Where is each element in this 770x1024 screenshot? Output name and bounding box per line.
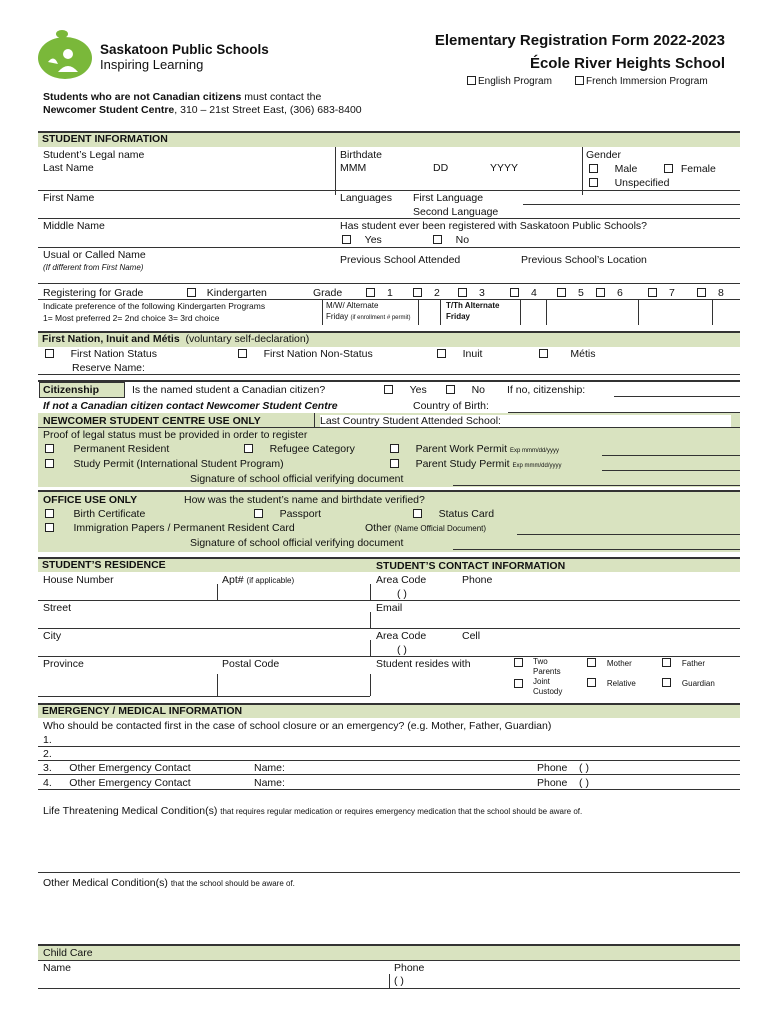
tth-friday: Friday: [446, 312, 471, 321]
office-use-heading: OFFICE USE ONLY: [43, 494, 138, 506]
first-nation-heading: First Nation, Inuit and Métis (voluntary self-declaration): [38, 331, 740, 347]
resides-guardian[interactable]: Guardian: [662, 678, 715, 688]
two-parents-checkbox[interactable]: [514, 658, 523, 667]
first-name-label: First Name: [43, 192, 95, 204]
resides-relative[interactable]: Relative: [587, 678, 636, 688]
grade-4-label: 4: [531, 287, 537, 299]
citizen-no-checkbox[interactable]: [446, 385, 455, 394]
tth-alternate: T/Th Alternate: [446, 301, 500, 310]
office-signature: Signature of school official verifying document: [190, 537, 404, 549]
refugee-checkbox[interactable]: [244, 444, 253, 453]
cell-parens: ( ): [397, 644, 407, 656]
city-label: City: [43, 630, 62, 642]
birthdate-dd: DD: [433, 162, 449, 174]
resides-two-parents[interactable]: [514, 658, 525, 668]
last-name-label: Last Name: [43, 162, 94, 174]
area-code-2-label: Area Code: [376, 630, 427, 642]
grade-3-option[interactable]: [458, 287, 485, 299]
kg-scale: 1= Most preferred 2= 2nd choice 3= 3rd choice: [43, 313, 220, 323]
contact-heading: STUDENT’S CONTACT INFORMATION: [376, 560, 566, 572]
last-country-label: Last Country Student Attended School:: [320, 415, 731, 427]
grade-5-label: 5: [578, 287, 584, 299]
newcomer-warning: If not a Canadian citizen contact Newcomer Student Centre: [43, 400, 338, 412]
study-permit[interactable]: Study Permit (International Student Program): [45, 458, 284, 470]
resides-with-label: Student resides with: [376, 658, 471, 670]
emergency-3-name: Name:: [254, 762, 285, 774]
emergency-4: 4. Other Emergency Contact: [43, 777, 191, 789]
postal-code-label: Postal Code: [222, 658, 280, 670]
street-label: Street: [43, 602, 72, 614]
status-card[interactable]: Status Card: [413, 508, 494, 520]
grade-2-label: 2: [434, 287, 440, 299]
citizenship-label: Citizenship: [43, 384, 100, 396]
program-english[interactable]: English Program: [467, 76, 552, 87]
refugee-category[interactable]: Refugee Category: [244, 443, 355, 455]
phone-parens: ( ): [397, 588, 407, 600]
gender-male[interactable]: Male: [589, 163, 637, 175]
email-label: Email: [376, 602, 403, 614]
child-care-heading: Child Care: [43, 947, 93, 959]
grade-1-label: 1: [387, 287, 393, 299]
student-info-heading: STUDENT INFORMATION: [38, 131, 740, 147]
gender-label: Gender: [586, 149, 622, 161]
previous-school-label: Previous School Attended: [340, 254, 461, 266]
two-parents-label: Two Parents: [533, 657, 561, 676]
emergency-3: 3. Other Emergency Contact: [43, 762, 191, 774]
joint-custody-label: Joint Custody: [533, 677, 563, 696]
fn-status-checkbox[interactable]: [45, 349, 54, 358]
permanent-resident[interactable]: Permanent Resident: [45, 443, 169, 455]
parent-study-permit[interactable]: Parent Study Permit Exp mmm/dd/yyyy: [390, 458, 562, 470]
kindergarten-option[interactable]: Kindergarten: [187, 287, 267, 299]
school-name: École River Heights School: [529, 55, 725, 72]
emergency-question: Who should be contacted first in the case of school closure or an emergency? (e.g. Mother, Father, Guardian): [43, 720, 552, 732]
legal-name-label: Student’s Legal name: [43, 149, 145, 161]
grade-3-label: 3: [479, 287, 485, 299]
kg-preference: Indicate preference of the following Kindergarten Programs: [43, 301, 266, 311]
study-permit-checkbox[interactable]: [45, 459, 54, 468]
emergency-1: 1.: [43, 734, 52, 746]
emergency-4-phone: Phone ( ): [537, 777, 589, 789]
emergency-4-name: Name:: [254, 777, 285, 789]
male-checkbox[interactable]: [589, 164, 598, 173]
usual-name-label: Usual or Called Name: [43, 249, 146, 261]
citizen-no[interactable]: No: [446, 384, 485, 396]
grade-2-option[interactable]: [413, 287, 440, 299]
registered-yes[interactable]: Yes: [342, 234, 382, 246]
passport-checkbox[interactable]: [254, 509, 263, 518]
org-tagline: Inspiring Learning: [100, 57, 204, 72]
org-name: Saskatoon Public Schools: [100, 42, 269, 57]
metis-checkbox[interactable]: [539, 349, 548, 358]
second-language-label: Second Language: [413, 206, 499, 218]
birthdate-yyyy: YYYY: [490, 162, 519, 174]
resides-joint[interactable]: [514, 679, 525, 689]
registered-no[interactable]: No: [433, 234, 469, 246]
other-medical-label: Other Medical Condition(s) that the school should be aware of.: [43, 877, 295, 889]
grade-7-label: 7: [669, 287, 675, 299]
grade-1-checkbox[interactable]: [366, 288, 375, 297]
emergency-heading: EMERGENCY / MEDICAL INFORMATION: [38, 703, 740, 718]
logo: [34, 28, 98, 80]
registered-question: Has student ever been registered with Saskatoon Public Schools?: [340, 220, 648, 232]
grade-4-checkbox[interactable]: [510, 288, 519, 297]
province-label: Province: [43, 658, 84, 670]
resides-mother[interactable]: Mother: [587, 658, 632, 668]
fn-status[interactable]: First Nation Status: [45, 348, 157, 360]
proof-legal-status: Proof of legal status must be provided in order to register: [43, 429, 308, 441]
newcomer-use-only: NEWCOMER STUDENT CENTRE USE ONLY: [43, 415, 261, 427]
grade-6-checkbox[interactable]: [596, 288, 605, 297]
grade-1-option[interactable]: [366, 287, 393, 299]
emergency-2: 2.: [43, 748, 52, 760]
father-checkbox[interactable]: [662, 658, 671, 667]
grade-8-label: 8: [718, 287, 724, 299]
relative-checkbox[interactable]: [587, 678, 596, 687]
birthdate-mmm: MMM: [340, 162, 367, 174]
languages-label: Languages: [340, 192, 392, 204]
apple-logo-icon: [34, 28, 98, 80]
grade-7-checkbox[interactable]: [648, 288, 657, 297]
parent-study-checkbox[interactable]: [390, 459, 399, 468]
phone-label: Phone: [462, 574, 493, 586]
permanent-resident-checkbox[interactable]: [45, 444, 54, 453]
citizen-yes-checkbox[interactable]: [384, 385, 393, 394]
english-checkbox[interactable]: [467, 76, 476, 85]
apt-label: Apt# (if applicable): [222, 574, 295, 586]
verification-question: How was the student’s name and birthdate verified?: [184, 494, 425, 506]
cell-label: Cell: [462, 630, 481, 642]
area-code-label: Area Code: [376, 574, 427, 586]
mw-friday: Friday (if enrollment # permit): [326, 312, 411, 321]
passport[interactable]: Passport: [254, 508, 321, 520]
inuit-checkbox[interactable]: [437, 349, 446, 358]
grade-2-checkbox[interactable]: [413, 288, 422, 297]
previous-location-label: Previous School’s Location: [521, 254, 647, 266]
parent-work-permit[interactable]: Parent Work Permit Exp mmm/dd/yyyy: [390, 443, 559, 455]
newcomer-signature: Signature of school official verifying document: [190, 473, 404, 485]
birth-certificate[interactable]: Birth Certificate: [45, 508, 145, 520]
registered-no-checkbox[interactable]: [433, 235, 442, 244]
inuit[interactable]: Inuit: [437, 348, 482, 360]
fn-non-status[interactable]: First Nation Non-Status: [238, 348, 373, 360]
program-french[interactable]: French Immersion Program: [575, 76, 708, 87]
grade-7-option[interactable]: [648, 287, 675, 299]
grade-8-checkbox[interactable]: [697, 288, 706, 297]
birth-certificate-checkbox[interactable]: [45, 509, 54, 518]
newcomer-notice: Students who are not Canadian citizens must contact the: [43, 91, 322, 103]
guardian-checkbox[interactable]: [662, 678, 671, 687]
grade-6-option[interactable]: [596, 287, 623, 299]
grade-4-option[interactable]: [510, 287, 537, 299]
resides-father[interactable]: Father: [662, 658, 705, 668]
unspecified-checkbox[interactable]: [589, 178, 598, 187]
if-no-citizenship: If no, citizenship:: [507, 384, 586, 396]
grade-5-checkbox[interactable]: [557, 288, 566, 297]
immigration-checkbox[interactable]: [45, 523, 54, 532]
mother-checkbox[interactable]: [587, 658, 596, 667]
country-birth-label: Country of Birth:: [413, 400, 489, 412]
joint-custody-checkbox[interactable]: [514, 679, 523, 688]
french-checkbox[interactable]: [575, 76, 584, 85]
other-document: Other (Name Official Document): [365, 522, 487, 534]
gender-unspecified[interactable]: Unspecified: [589, 177, 669, 189]
status-card-checkbox[interactable]: [413, 509, 422, 518]
fn-non-status-checkbox[interactable]: [238, 349, 247, 358]
usual-name-note: (If different from First Name): [43, 263, 144, 272]
first-language-label: First Language: [413, 192, 484, 204]
form-title: Elementary Registration Form 2022-2023: [434, 32, 725, 49]
birthdate-label: Birthdate: [340, 149, 383, 161]
residence-heading: STUDENT’S RESIDENCE: [38, 557, 740, 572]
grade-8-option[interactable]: [697, 287, 724, 299]
mw-alternate: M/W/ Alternate: [326, 301, 379, 310]
grade-3-checkbox[interactable]: [458, 288, 467, 297]
child-care-phone-label: Phone: [394, 962, 425, 974]
child-care-parens: ( ): [394, 975, 404, 987]
citizen-question: Is the named student a Canadian citizen?: [132, 384, 326, 396]
grade-6-label: 6: [617, 287, 623, 299]
grade-label: Grade: [313, 287, 343, 299]
middle-name-label: Middle Name: [43, 220, 105, 232]
female-checkbox[interactable]: [664, 164, 673, 173]
newcomer-address: Newcomer Student Centre, 310 – 21st Street East, (306) 683-8400: [43, 104, 362, 116]
registered-yes-checkbox[interactable]: [342, 235, 351, 244]
immigration-papers[interactable]: Immigration Papers / Permanent Resident Card: [45, 522, 295, 534]
registering-grade-label: Registering for Grade: [43, 287, 144, 299]
grade-5-option[interactable]: [557, 287, 584, 299]
metis[interactable]: Métis: [539, 348, 596, 360]
emergency-3-phone: Phone ( ): [537, 762, 589, 774]
citizen-yes[interactable]: Yes: [384, 384, 427, 396]
parent-work-checkbox[interactable]: [390, 444, 399, 453]
gender-female[interactable]: Female: [664, 163, 716, 175]
kindergarten-checkbox[interactable]: [187, 288, 196, 297]
house-number-label: House Number: [43, 574, 114, 586]
child-care-name-label: Name: [43, 962, 72, 974]
life-threatening-label: Life Threatening Medical Condition(s) that requires regular medication or requires emergency medication that the school should be aware of.: [43, 805, 583, 817]
reserve-name-label: Reserve Name:: [72, 362, 145, 374]
